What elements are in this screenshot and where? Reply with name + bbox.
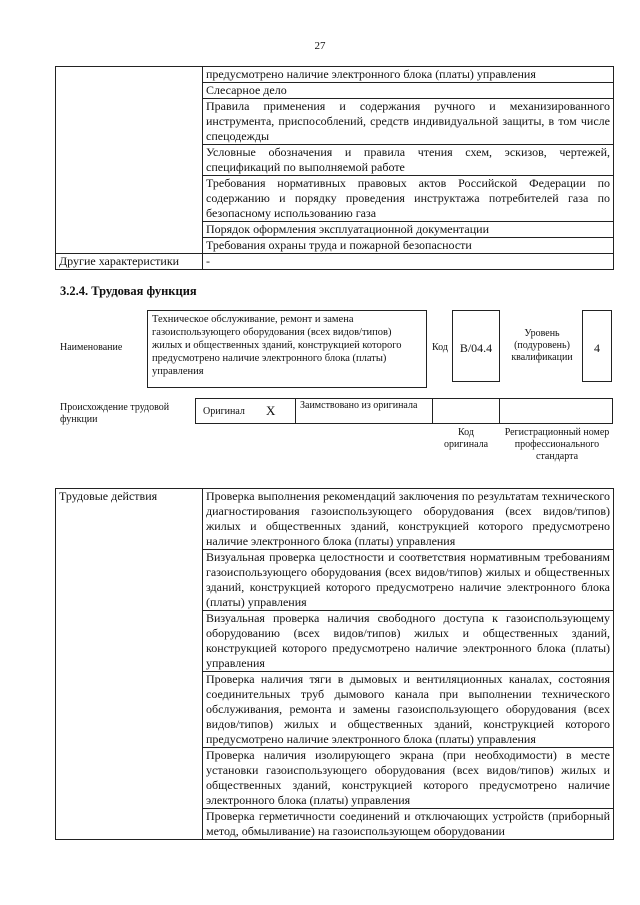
level-label: Уровень (подуровень) квалификации xyxy=(511,328,573,363)
borrowed-label: Заимствовано из оригинала xyxy=(300,400,418,411)
table-row: Проверка герметичности соединений и отключающих устройств (приборный метод, обмыливание) на газоиспользующем оборудовании xyxy=(203,809,614,840)
other-characteristics-value: - xyxy=(203,254,614,270)
code-label: Код xyxy=(432,342,448,353)
table-row: Проверка наличия изолирующего экрана (при необходимости) в месте установки газоиспользующего оборудования (всех видов/типов) жилых и общественных зданий, конструкцией которого предусмотрено наличие электронного блока (платы) управления xyxy=(203,748,614,809)
origin-divider xyxy=(432,398,433,424)
name-label: Наименование xyxy=(60,342,123,353)
code-origin-caption: Код оригинала xyxy=(443,427,489,450)
table-row: Визуальная проверка целостности и соответствия нормативным требованиям газоиспользующего оборудования (всех видов/типов) жилых и общественных зданий, конструкцией которого предусмотрено наличие электронного блока (платы) управления xyxy=(203,550,614,611)
level-value: 4 xyxy=(582,310,612,382)
registration-caption: Регистрационный номер профессионального стандарта xyxy=(504,427,610,462)
table-row: предусмотрено наличие электронного блока (платы) управления xyxy=(203,67,614,83)
table-left-cell xyxy=(56,67,203,254)
table-row: Проверка выполнения рекомендаций заключения по результатам технического диагностирования газоиспользующего оборудования (всех видов/типов) жилых и общественных зданий, конструкцией которого предусмотрено наличие электронного блока (платы) управления xyxy=(203,489,614,550)
table-row: Правила применения и содержания ручного и механизированного инструмента, приспособлений, средств индивидуальной защиты, в том числе спецодежды xyxy=(203,99,614,145)
table-row: Слесарное дело xyxy=(203,83,614,99)
table-row: Требования охраны труда и пожарной безопасности xyxy=(203,238,614,254)
origin-divider xyxy=(499,398,500,424)
function-name: Техническое обслуживание, ремонт и замена газоиспользующего оборудования (всех видов/типов) жилых и общественных зданий, конструкцией которого предусмотрено наличие электронного блока (платы) управления xyxy=(147,310,427,388)
section-heading: 3.2.4. Трудовая функция xyxy=(60,284,197,298)
table-row: Проверка наличия тяги в дымовых и вентиляционных каналах, состояния соединительных труб дымового канала при выполнении технического обслуживания, ремонта и замены газоиспользующего оборудования (всех видов/типов) жилых и общественных зданий, конструкцией которого предусмотрено наличие электронного блока (платы) управления xyxy=(203,672,614,748)
knowledge-table xyxy=(55,66,614,270)
code-value: B/04.4 xyxy=(452,310,500,382)
other-characteristics-label: Другие характеристики xyxy=(56,254,203,270)
original-mark: X xyxy=(266,403,276,418)
page-number: 27 xyxy=(314,40,326,52)
table-row: Порядок оформления эксплуатационной документации xyxy=(203,222,614,238)
labor-actions-table xyxy=(55,488,614,840)
table-row: Требования нормативных правовых актов Российской Федерации по содержанию и порядку проведения инструктажа потребителей газа по безопасному использованию газа xyxy=(203,176,614,222)
table-row: Визуальная проверка наличия свободного доступа к газоиспользующему оборудованию (всех видов/типов) жилых и общественных зданий, конструкцией которого предусмотрено наличие электронного блока (платы) управления xyxy=(203,611,614,672)
origin-divider xyxy=(295,398,296,424)
labor-actions-label: Трудовые действия xyxy=(56,489,203,840)
original-label: Оригинал xyxy=(203,406,245,417)
table-row: Условные обозначения и правила чтения схем, эскизов, чертежей, спецификаций по выполняемой работе xyxy=(203,145,614,176)
origin-label: Происхождение трудовой функции xyxy=(60,402,170,425)
